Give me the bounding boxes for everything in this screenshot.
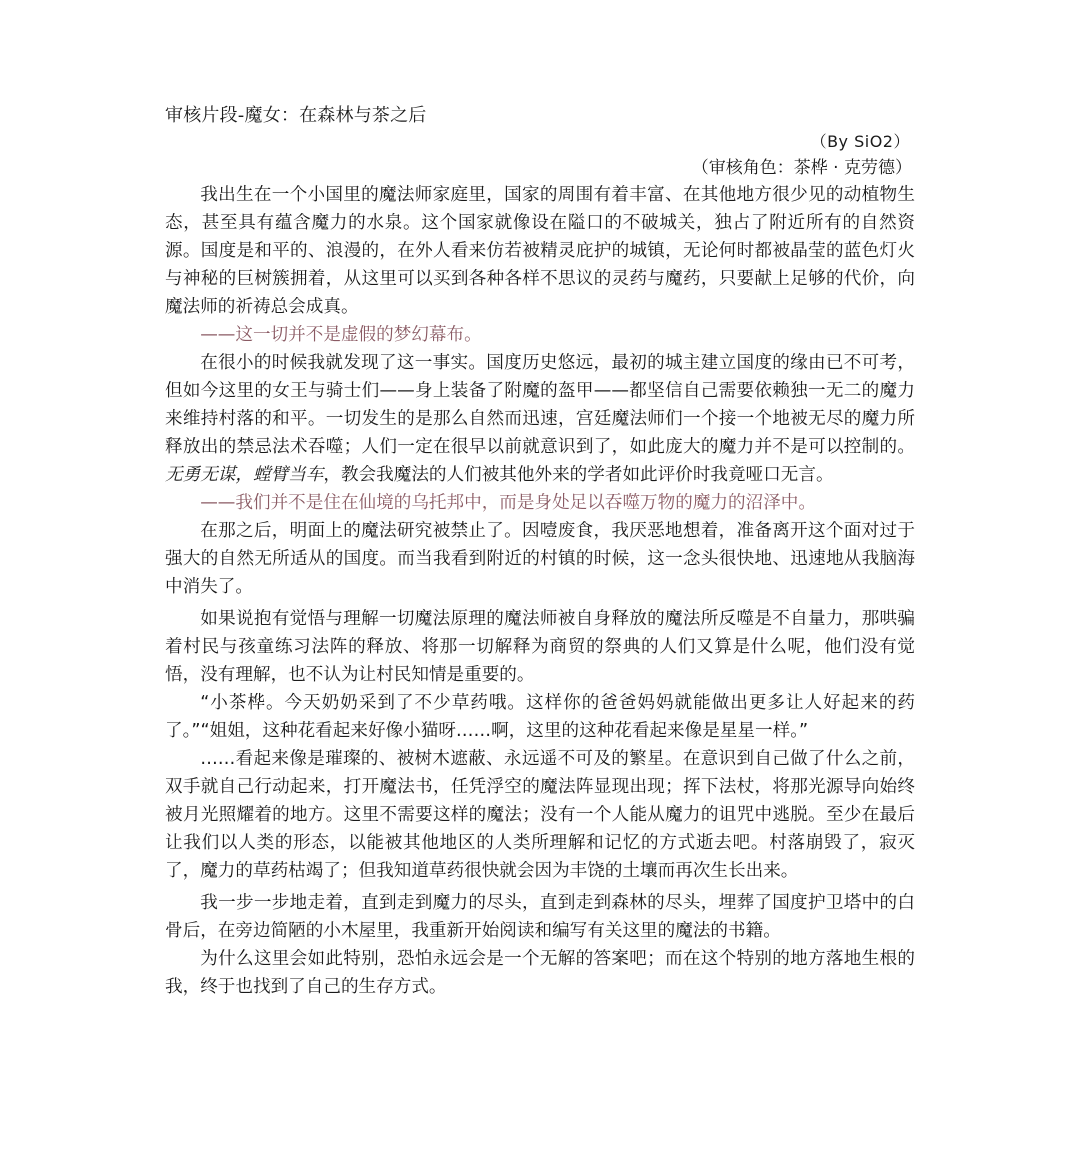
paragraph-10: 为什么这里会如此特别，恐怕永远会是一个无解的答案吧；而在这个特别的地方落地生根的我，终于也找到了自己的生存方式。 <box>165 949 915 997</box>
paragraph-8: ……看起来像是璀璨的、被树木遮蔽、永远遥不可及的繁星。在意识到自己做了什么之前，双手就自己行动起来，打开魔法书，任凭浮空的魔法阵显现出现；挥下法杖，将那光源导向始终被月光照耀着的地方。这里不需要这样的魔法；没有一个人能从魔力的诅咒中逃脱。至少在最后让我们以人类的形态，以能被其他地区的人类所理解和记忆的方式逝去吧。村落崩毁了，寂灭了，魔力的草药枯竭了；但我知道草药很快就会因为丰饶的土壤而再次生长出来。 <box>165 749 915 881</box>
document-page <box>165 103 915 1001</box>
paragraph-4-quote: ——我们并不是住在仙境的乌托邦中，而是身处足以吞噬万物的魔力的沼泽中。 <box>200 493 816 513</box>
paragraph-9: 我一步一步地走着，直到走到魔力的尽头，直到走到森林的尽头，埋葬了国度护卫塔中的白骨后，在旁边简陋的小木屋里，我重新开始阅读和编写有关这里的魔法的书籍。 <box>165 893 915 941</box>
paragraph-5: 在那之后，明面上的魔法研究被禁止了。因噎废食，我厌恶地想着，准备离开这个面对过于强大的自然无所适从的国度。而当我看到附近的村镇的时候，这一念头很快地、迅速地从我脑海中消失了。 <box>165 521 915 597</box>
paragraph-3-part-a: 在很小的时候我就发现了这一事实。国度历史悠远，最初的城主建立国度的缘由已不可考，但如今这里的女王与骑士们——身上装备了附魔的盔甲——都坚信自己需要依赖独一无二的魔力来维持村落的和平。一切发生的是那么自然而迅速，宫廷魔法师们一个接一个地被无尽的魔力所释放出的禁忌法术吞噬；人们一定在很早以前就意识到了，如此庞大的魔力并不是可以控制的。 <box>165 353 915 457</box>
paragraph-6: 如果说抱有觉悟与理解一切魔法原理的魔法师被自身释放的魔法所反噬是不自量力，那哄骗着村民与孩童练习法阵的释放、将那一切解释为商贸的祭典的人们又算是什么呢，他们没有觉悟，没有理解，也不认为让村民知情是重要的。 <box>165 609 915 685</box>
document-title: 审核片段-魔女：在森林与茶之后 <box>165 105 427 126</box>
paragraph-3 <box>165 349 915 489</box>
paragraph-3-italic-phrase: 无勇无谋，螳臂当车 <box>165 465 324 485</box>
paragraph-3-part-b: ，教会我魔法的人们被其他外来的学者如此评价时我竟哑口无言。 <box>323 465 834 485</box>
paragraph-1: 我出生在一个小国里的魔法师家庭里，国家的周围有着丰富、在其他地方很少见的动植物生态，甚至具有蕴含魔力的水泉。这个国家就像设在隘口的不破城关，独占了附近所有的自然资源。国度是和平的、浪漫的，在外人看来仿若被精灵庇护的城镇，无论何时都被晶莹的蓝色灯火与神秘的巨树簇拥着，从这里可以买到各种各样不思议的灵药与魔药，只要献上足够的代价，向魔法师的祈祷总会成真。 <box>165 185 915 317</box>
review-role-line: （审核角色：茶桦 · 克劳德） <box>691 158 912 178</box>
paragraph-7-dialogue: “小茶桦。今天奶奶采到了不少草药哦。这样你的爸爸妈妈就能做出更多让人好起来的药了。”“姐姐，这种花看起来好像小猫呀……啊，这里的这种花看起来像是星星一样。” <box>165 693 915 741</box>
author-byline: （By SiO2） <box>810 132 910 151</box>
paragraph-2-quote: ——这一切并不是虚假的梦幻幕布。 <box>200 325 482 345</box>
